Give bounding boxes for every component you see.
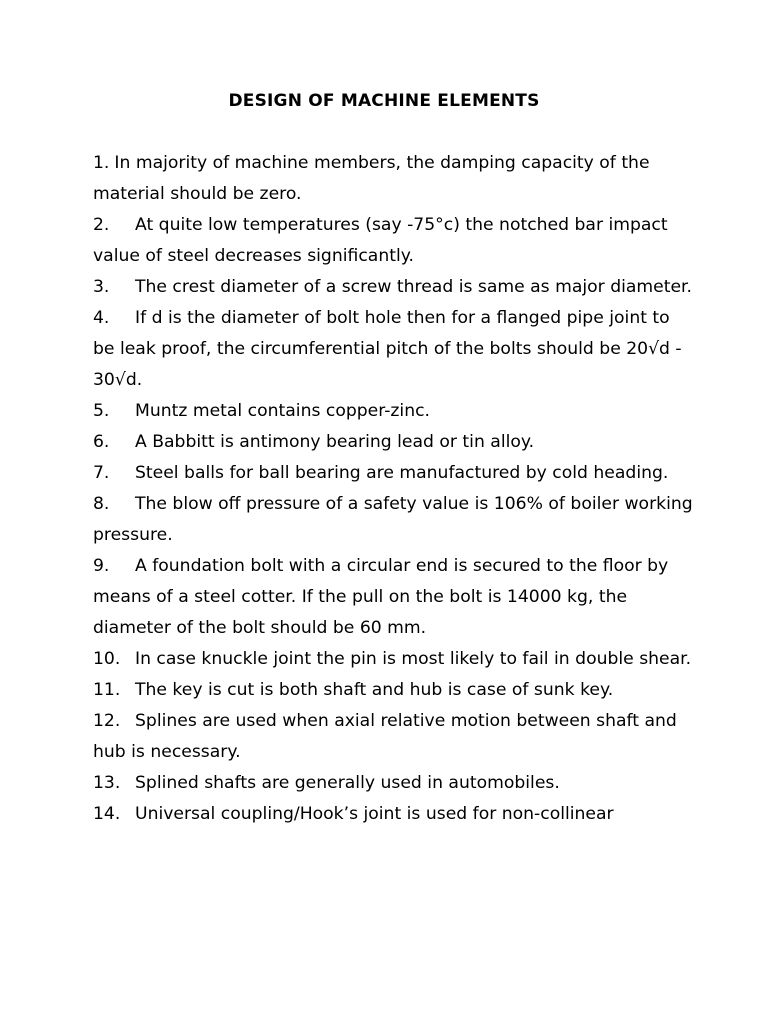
item-number: 6.: [93, 432, 110, 452]
item-number: 4.: [93, 308, 110, 328]
item-number: 12.: [93, 711, 121, 731]
item-text: At quite low temperatures (say -75°c) the notched bar impact value of steel decreases significantly.: [93, 215, 668, 266]
list-item: [93, 675, 693, 706]
item-number: 2.: [93, 215, 110, 235]
item-text: Splined shafts are generally used in automobiles.: [135, 773, 560, 793]
list-item: [93, 458, 693, 489]
item-number: 14.: [93, 804, 121, 824]
list-item: [93, 148, 693, 210]
list-item: [93, 551, 693, 644]
item-text: The key is cut is both shaft and hub is case of sunk key.: [135, 680, 614, 700]
item-text: A foundation bolt with a circular end is secured to the floor by means of a steel cotter. If the pull on the bolt is 14000 kg, the diameter of the bolt should be 60 mm.: [93, 556, 669, 638]
item-text: Muntz metal contains copper-zinc.: [135, 401, 431, 421]
statement-list: [93, 148, 693, 830]
item-text: If d is the diameter of bolt hole then for a flanged pipe joint to be leak proof, the circumferential pitch of the bolts should be 20√d - 30√d.: [93, 308, 682, 390]
item-number: 9.: [93, 556, 110, 576]
list-item: [93, 427, 693, 458]
item-number: 10.: [93, 649, 121, 669]
list-item: [93, 489, 693, 551]
list-item: [93, 303, 693, 396]
item-number: 7.: [93, 463, 110, 483]
item-number: 13.: [93, 773, 121, 793]
item-text: A Babbitt is antimony bearing lead or tin alloy.: [135, 432, 535, 452]
item-text: Steel balls for ball bearing are manufactured by cold heading.: [135, 463, 669, 483]
item-text: The blow off pressure of a safety value is 106% of boiler working pressure.: [93, 494, 693, 545]
list-item: [93, 768, 693, 799]
item-number: 3.: [93, 277, 110, 297]
list-item: [93, 272, 693, 303]
list-item: [93, 706, 693, 768]
list-item: [93, 644, 693, 675]
item-text: In majority of machine members, the damping capacity of the material should be zero.: [93, 153, 650, 204]
item-text: Splines are used when axial relative motion between shaft and hub is necessary.: [93, 711, 677, 762]
item-number: 11.: [93, 680, 121, 700]
list-item: [93, 799, 693, 830]
item-text: In case knuckle joint the pin is most likely to fail in double shear.: [135, 649, 692, 669]
item-text: Universal coupling/Hook’s joint is used for non-collinear: [135, 804, 614, 824]
item-text: The crest diameter of a screw thread is same as major diameter.: [135, 277, 692, 297]
list-item: [93, 210, 693, 272]
item-number: 1.: [93, 153, 110, 173]
item-number: 5.: [93, 401, 110, 421]
list-item: [93, 396, 693, 427]
item-number: 8.: [93, 494, 110, 514]
document-title: DESIGN OF MACHINE ELEMENTS: [228, 91, 540, 111]
